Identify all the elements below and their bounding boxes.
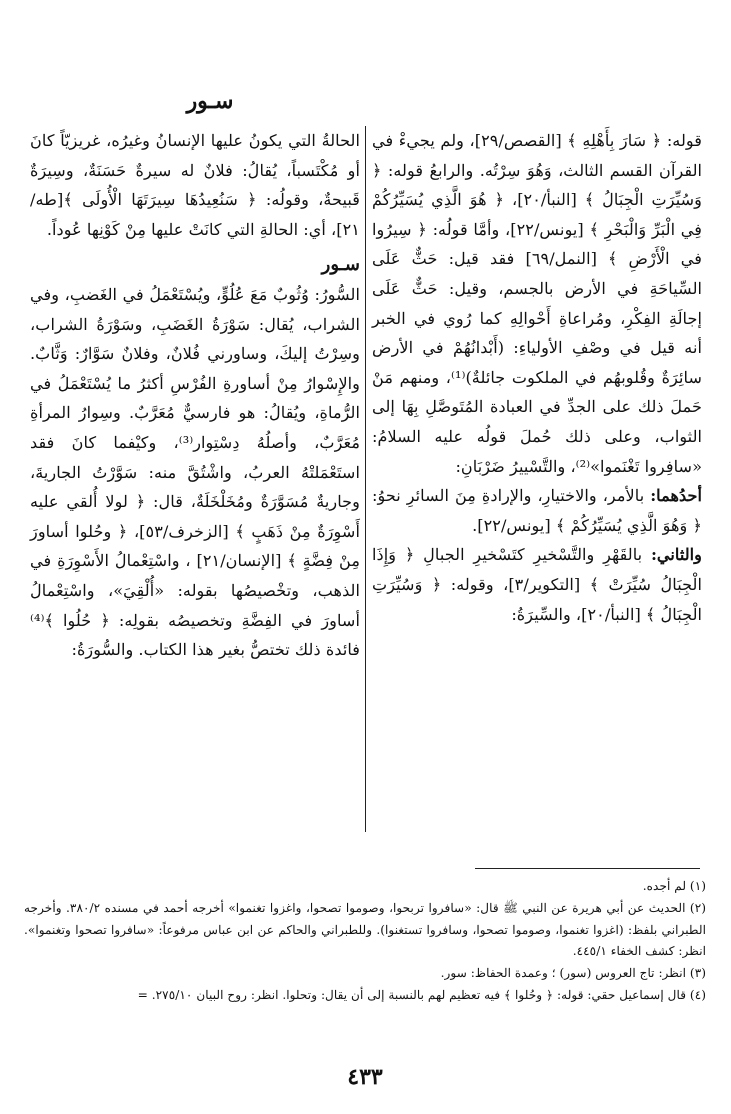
right-paragraph-2: أحدُهما: بالأمر، والاختيارِ، والإرادةِ مِنَ السائرِ نحوُ: ﴿ وَهُوَ الَّذِي يُسَيِّرُكُمْ ﴾ [يونس/٢٢]. bbox=[372, 486, 702, 535]
column-divider bbox=[365, 126, 366, 832]
page-number: ٤٣٣ bbox=[347, 1064, 383, 1090]
entry-subheading: سـور bbox=[321, 254, 360, 276]
footnote-1: (١) لم أجده. bbox=[642, 879, 706, 893]
footnotes bbox=[24, 876, 706, 1007]
right-column bbox=[372, 126, 702, 629]
footnote-4: (٤) قال إسماعيل حقي: قوله: ﴿ وحُلوا ﴾ فيه تعظيم لهم بالنسبة إلى أن يقال: وتحلوا. انظر: روح البيان ٢٧٥/١٠. = bbox=[137, 987, 706, 1002]
left-paragraph-main: السُّورُ: وُثُوبٌ مَعَ عُلُوٍّ، ويُسْتَعْمَلُ في الغَضبِ، وفي الشراب، يُقال: سَوْرَةُ الغَضَبِ، وسَوْرَةُ الشراب، وسِرْتُ إليكَ، وساورني فُلانٌ، وفلانٌ سَوَّارٌ: وَثَّابٌ. والإِسْوارُ مِنْ أساورةِ الفُرْسِ أكثرُ ما يُسْتَعْمَلُ في الرُّماةِ، ويُقالُ: هو فارسيٌّ مُعَرَّبٌ. وسِوارُ المرأةِ مُعَرَّبٌ، وأصلُهُ دِسْتِوار⁽³⁾، وكيْفما كانَ فقد استَعْمَلتْهُ العربُ، واشْتُقَّ منه: سَوَّرْتُ الجاريةَ، وجاريةٌ مُسَوَّرَةٌ ومُخَلْخَلَةٌ، قال: ﴿ لولا أُلقي عليه أَسْوِرَةٌ مِنْ ذَهَبٍ ﴾ [الزخرف/٥٣]، ﴿ وحُلوا أساورَ مِنْ فِضَّةٍ ﴾ [الإنسان/٢١] ، واسْتِعْمالُ الأَسْوِرَةِ في الذهب، وتخْصيصُها بقوله: «أُلْقِيَ»، واسْتِعْمالُ أساورَ في الفِضَّةِ وتخصيصُه بقولِه: ﴿ حُلُوا ﴾⁽⁴⁾ فائدة ذلك تختصُّ بغير هذا الكتاب. والسُّورَةُ: bbox=[30, 284, 360, 660]
footnote-3: (٣) انظر: تاج العروس (سور) ؛ وعمدة الحفاظ: سور. bbox=[440, 966, 706, 981]
footnote-2: (٢) الحديث عن أبي هريرة عن النبي ﷺ قال: «سافروا تربحوا، وصوموا تصحوا، واغزوا تغنموا» أخرجه أحمد في مسنده ٣٨٠/٢. وأخرجه الطبراني بلفظ: (اغزوا تغنموا، وصوموا تصحوا، وسافروا تستغنوا). وللطبراني والحاكم عن ابن عباس مرفوعاً: «سافروا تصحوا وتغنموا». انظر: كشف الخفاء ٤٤٥/١. bbox=[24, 900, 706, 959]
right-paragraph-3: والثاني: بالقَهْرِ والتَّسْخيرِ كتَسْخيرِ الجبالِ ﴿ وَإِذَا الْجِبَالُ سُيِّرَتْ ﴾ [التكوير/٣]، وقوله: ﴿ وَسُيِّرَتِ الْجِبَالُ ﴾ [النبأ/٢٠]، والسِّيرَةُ: bbox=[372, 545, 702, 624]
right-paragraph-1: قوله: ﴿ سَارَ بِأَهْلِهِ ﴾ [القصص/٢٩]، ولم يجيءْ في القرآن القسم الثالث، وَهُوَ سِرْتُه. والرابعُ قوله: ﴿ وَسُيِّرَتِ الْجِبَالُ ﴾ [النبأ/٢٠]، ﴿ هُوَ الَّذِي يُسَيِّرُكُمْ فِي الْبَرِّ وَالْبَحْرِ ﴾ [يونس/٢٢]، وأمَّا قولُه: ﴿ سِيرُوا في الْأَرْضِ ﴾ [النمل/٦٩] فقد قيل: حَثٌّ عَلَى السِّياحَةِ في الأرض بالجسم، وقيل: حَثٌّ عَلَى إجالَةِ الفِكْرِ، ومُراعاةِ أَحْوالِهِ كما رُوي في الخبر أنه قيل في وصْفِ الأولياءِ: (أَبْدانُهُمْ في الأرض سائِرَةٌ وقُلوبهُم في الملكوت جائلةٌ)⁽¹⁾، ومنهم مَنْ حَملَ ذلك على الجدِّ في العبادة المُتَوصَّلِ بِهَا إلى الثواب، وعلى ذلك حُملَ قولُه عليه السلامُ: «سافِروا تَغْنَموا»⁽²⁾، والتَّسْييرُ ضَرْبَانِ: bbox=[372, 131, 703, 476]
page-header-title: سـور bbox=[186, 88, 234, 114]
footnote-divider bbox=[475, 868, 700, 869]
lead-word: والثاني: bbox=[650, 545, 702, 565]
left-paragraph-top: الحالةُ التي يكونُ عليها الإنسانُ وغيرُه، غريزيّاً كانَ أو مُكْتَسباً، يُقالُ: فلانٌ له سيرةٌ حَسَنَةٌ، وسِيرَةٌ قَبيحةٌ، وقولُه: ﴿ سَنُعِيدُهَا سِيرَتَهَا الْأُولَى ﴾[طه/٢١]، أي: الحالةِ التي كانَتْ عليها مِنْ كَوْنِها عُوداً. bbox=[30, 131, 360, 239]
left-column bbox=[30, 126, 360, 665]
lead-word: أحدُهما: bbox=[650, 486, 702, 506]
